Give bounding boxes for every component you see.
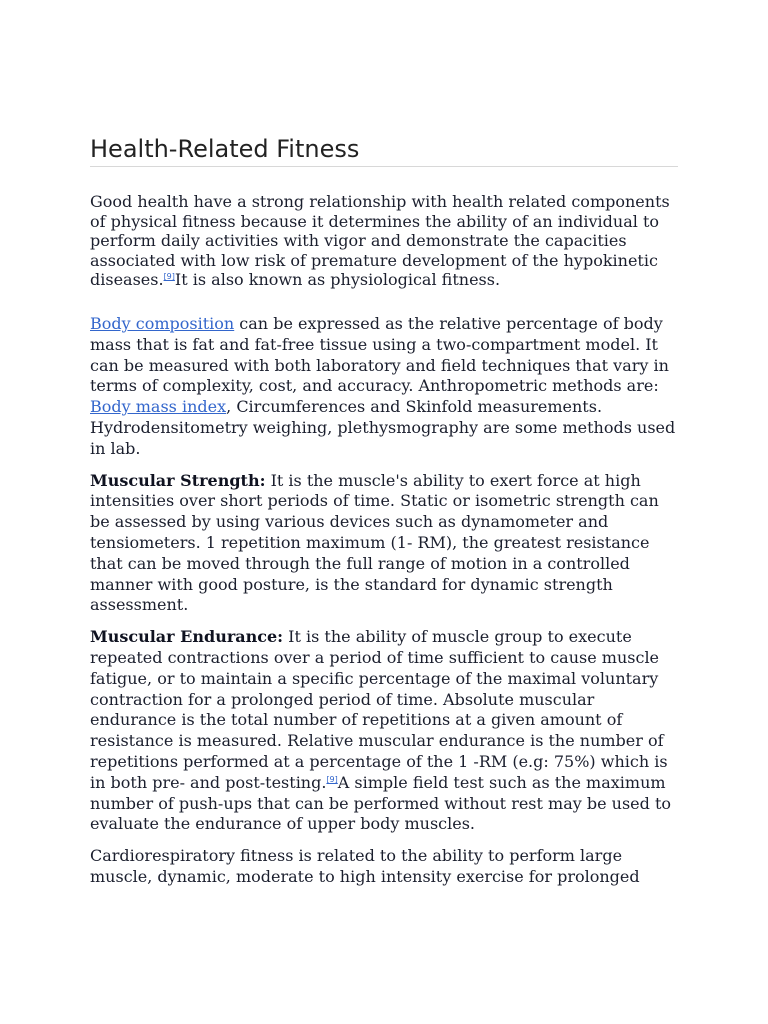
body-composition-link[interactable]: Body composition — [90, 313, 235, 333]
body-composition-text-2: , Circumferences and Skinfold measurements. Hydrodensitometry weighing, plethysmography are some methods used in lab. — [90, 397, 676, 458]
muscular-endurance-text: It is the ability of muscle group to execute repeated contractions over a period of time sufficient to cause muscle fatigue, or to maintain a specific percentage of the maximal voluntary contraction for a prolonged period of time. Absolute muscular endurance is the total number of repetitions at a given amount of resistance is measured. Relative muscular endurance is the number of repetitions performed at a percentage of the 1 -RM (e.g: 75%) which is in both pre- and post-testing. — [90, 627, 668, 792]
body-composition-text: can be expressed as the relative percentage of body mass that is fat and fat-free tissue using a two-compartment model. It can be measured with both laboratory and field techniques that vary in terms of complexity, cost, and accuracy. Anthropometric methods are: — [90, 313, 669, 396]
muscular-endurance-paragraph — [90, 627, 678, 835]
section-heading: Health-Related Fitness — [90, 134, 678, 167]
intro-text-2: It is also known as physiological fitness. — [174, 270, 501, 290]
muscular-strength-text: It is the muscle's ability to exert force at high intensities over short periods of time. Static or isometric strength can be assessed by using various devices such as dynamometer and tensiometers. 1 repetition maximum (1- RM), the greatest resistance that can be moved through the full range of motion in a controlled manner with good posture, is the standard for dynamic strength assessment. — [90, 470, 659, 615]
intro-text: Good health have a strong relationship with health related components of physical fitness because it determines the ability of an individual to perform daily activities with vigor and demonstrate the capacities associated with low risk of premature development of the hypokinetic diseases. — [90, 192, 670, 290]
citation-link[interactable]: [9] — [163, 272, 175, 282]
intro-paragraph — [90, 192, 678, 290]
cardiorespiratory-paragraph: Cardiorespiratory fitness is related to the ability to perform large muscle, dynamic, moderate to high intensity exercise for prolonged — [90, 846, 640, 886]
article — [90, 134, 678, 888]
body-mass-index-link[interactable]: Body mass index — [90, 397, 227, 417]
muscular-endurance-text-2: A simple field test such as the maximum number of push-ups that can be performed without rest may be used to evaluate the endurance of upper body muscles. — [90, 772, 672, 834]
muscular-endurance-term: Muscular Endurance: — [90, 627, 284, 647]
muscular-strength-term: Muscular Strength: — [90, 470, 266, 490]
muscular-strength-paragraph — [90, 471, 678, 617]
body-composition-paragraph — [90, 314, 678, 460]
citation-link-2[interactable]: [9] — [326, 774, 338, 784]
